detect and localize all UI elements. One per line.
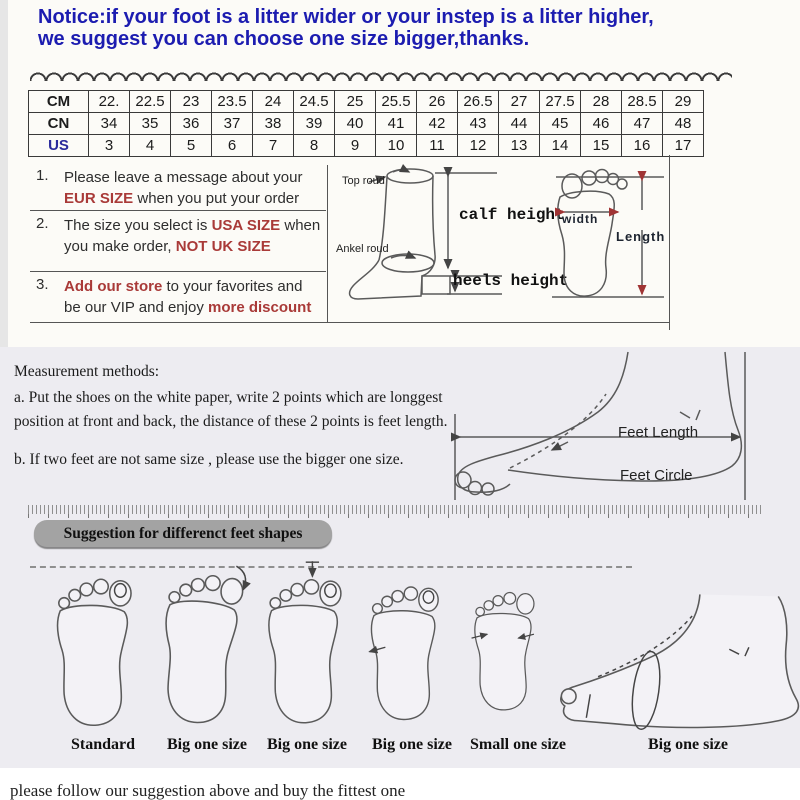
size-table-cell: 35 xyxy=(130,113,171,135)
top-section xyxy=(0,0,800,347)
size-table-cell: 6 xyxy=(212,135,253,157)
foot-label-big-2: Big one size xyxy=(267,736,347,753)
instruction-item-2 xyxy=(30,211,326,272)
size-table-cell: 25.5 xyxy=(376,91,417,113)
size-table-cell: 16 xyxy=(622,135,663,157)
size-table-cell: 28.5 xyxy=(622,91,663,113)
size-table-cell: 22. xyxy=(89,91,130,113)
instruction-part: when you put your order xyxy=(133,190,300,207)
size-table-cell: 42 xyxy=(417,113,458,135)
feet-circle-label: Feet Circle xyxy=(620,467,693,484)
size-table-cell: 44 xyxy=(499,113,540,135)
size-table-cell: 43 xyxy=(458,113,499,135)
size-table-cell: 7 xyxy=(253,135,294,157)
size-table-cell: 34 xyxy=(89,113,130,135)
size-table-cell: 24.5 xyxy=(294,91,335,113)
size-table-cell: 48 xyxy=(663,113,704,135)
foot-shape-drawing xyxy=(475,593,534,710)
measurement-line-a2: position at front and back, the distance of these 2 points is feet length. xyxy=(14,413,448,430)
size-table-row xyxy=(29,135,704,157)
instruction-part: Please leave a message about your xyxy=(64,169,303,186)
measurement-title: Measurement methods: xyxy=(14,363,160,380)
footer-text: please follow our suggestion above and buy the fittest one xyxy=(10,781,406,800)
size-table-cell: 40 xyxy=(335,113,376,135)
size-table-row-label: CM xyxy=(29,91,89,113)
size-table-cell: 12 xyxy=(458,135,499,157)
suggestion-banner: Suggestion for differenct feet shapes xyxy=(34,520,332,547)
size-table-cell: 11 xyxy=(417,135,458,157)
instruction-text xyxy=(64,276,322,319)
size-table-cell: 22.5 xyxy=(130,91,171,113)
foot-width-label: width xyxy=(562,212,599,226)
instruction-part: EUR SIZE xyxy=(64,190,134,207)
size-table-row-label: US xyxy=(29,135,89,157)
size-table-cell: 5 xyxy=(171,135,212,157)
foot-label-big-3: Big one size xyxy=(372,736,452,753)
size-table-cell: 46 xyxy=(581,113,622,135)
foot-shape-small xyxy=(470,570,548,732)
foot-shape-big-3 xyxy=(366,576,454,730)
size-table-cell: 29 xyxy=(663,91,704,113)
foot-shape-big-2 xyxy=(263,570,358,732)
size-table-cell: 24 xyxy=(253,91,294,113)
size-table-cell: 23 xyxy=(171,91,212,113)
foot-shape-side-view xyxy=(555,592,790,732)
notice-line2: we suggest you can choose one size bigger,thanks. xyxy=(38,28,530,50)
dashed-line xyxy=(30,566,632,568)
instruction-part: when you make order, xyxy=(64,217,321,255)
size-table-cell: 3 xyxy=(89,135,130,157)
notice-line1: Notice:if your foot is a litter wider or your instep is a litter higher, xyxy=(38,6,654,28)
foot-shape-standard xyxy=(50,572,150,732)
foot-shape-drawing xyxy=(159,573,243,725)
divider-vertical-1 xyxy=(327,165,328,322)
size-table-cell: 25 xyxy=(335,91,376,113)
left-gray-strip xyxy=(0,0,8,347)
size-table-cell: 26.5 xyxy=(458,91,499,113)
size-table-cell: 47 xyxy=(622,113,663,135)
foot-label-standard: Standard xyxy=(70,736,136,753)
size-table-row-label: CN xyxy=(29,113,89,135)
boot-ankle-round-label: Ankel roud xyxy=(336,243,389,255)
boot-calf-height-label: calf height xyxy=(459,206,565,224)
size-table-cell: 17 xyxy=(663,135,704,157)
instruction-part: The size you select is xyxy=(64,217,212,234)
instructions xyxy=(30,163,326,322)
instruction-text xyxy=(64,167,322,207)
instruction-text xyxy=(64,215,322,268)
instruction-part: more discount xyxy=(208,299,312,316)
size-table-cell: 13 xyxy=(499,135,540,157)
size-table-cell: 39 xyxy=(294,113,335,135)
instruction-part: to your favorites and be our VIP and enjoy xyxy=(64,278,303,316)
feet-length-label: Feet Length xyxy=(618,424,699,441)
size-table-cell: 8 xyxy=(294,135,335,157)
foot-length-label: Length xyxy=(616,229,666,244)
size-table-cell: 45 xyxy=(540,113,581,135)
foot-label-big-4: Big one size xyxy=(648,736,728,753)
boot-top-round-label: Top roud xyxy=(342,175,385,187)
size-table-cell: 36 xyxy=(171,113,212,135)
measurement-line-b: b. If two feet are not same size , please use the bigger one size. xyxy=(14,451,404,468)
size-table-cell: 41 xyxy=(376,113,417,135)
instruction-number: 2. xyxy=(36,215,49,232)
foot-shape-drawing xyxy=(57,579,131,725)
size-table-cell: 14 xyxy=(540,135,581,157)
feet-length-drawing xyxy=(455,352,745,500)
size-table-cell: 37 xyxy=(212,113,253,135)
size-table-cell: 9 xyxy=(335,135,376,157)
size-table-row xyxy=(29,91,704,113)
divider-horizontal xyxy=(30,322,669,323)
measurement-line-a1: a. Put the shoes on the white paper, write 2 points which are longgest xyxy=(14,389,443,406)
size-table-cell: 27.5 xyxy=(540,91,581,113)
wavy-divider xyxy=(30,68,732,81)
instruction-item-3 xyxy=(30,272,326,322)
size-table-cell: 28 xyxy=(581,91,622,113)
size-table-cell: 10 xyxy=(376,135,417,157)
size-table-cell: 23.5 xyxy=(212,91,253,113)
instruction-number: 3. xyxy=(36,276,49,293)
foot-shape-drawing xyxy=(269,580,341,723)
size-table-body xyxy=(29,91,704,157)
instruction-part: Add our store xyxy=(64,278,163,295)
foot-label-big-1: Big one size xyxy=(167,736,247,753)
foot-shape-drawing xyxy=(371,587,438,719)
size-table-cell: 4 xyxy=(130,135,171,157)
size-table xyxy=(28,90,704,157)
instruction-part: NOT UK SIZE xyxy=(175,238,271,255)
foot-shape-big-1 xyxy=(158,568,256,730)
size-table-cell: 27 xyxy=(499,91,540,113)
foot-shape-drawing xyxy=(561,594,799,731)
instruction-number: 1. xyxy=(36,167,49,184)
ruler xyxy=(28,505,762,518)
size-table-cell: 26 xyxy=(417,91,458,113)
foot-label-small: Small one size xyxy=(470,736,566,753)
size-table-row xyxy=(29,113,704,135)
notice-text xyxy=(38,6,778,50)
instruction-part: USA SIZE xyxy=(211,217,281,234)
boot-heels-height-label: heels height xyxy=(453,272,569,290)
size-table-cell: 38 xyxy=(253,113,294,135)
instruction-item-1 xyxy=(30,163,326,211)
size-table-cell: 15 xyxy=(581,135,622,157)
